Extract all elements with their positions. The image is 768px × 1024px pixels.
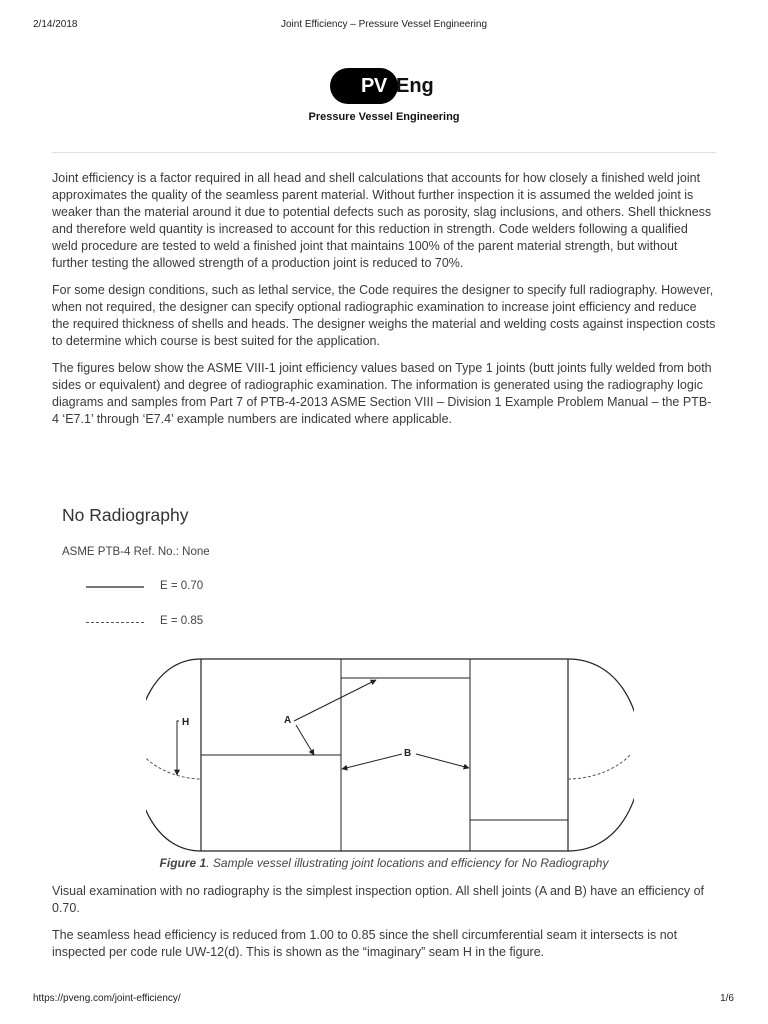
body-paragraph-2: The seamless head efficiency is reduced from 1.00 to 0.85 since the shell circumferential seam it intersects is not inspected per code rule UW-12(d). This is shown as the “imaginary” seam H in the figure. bbox=[52, 928, 678, 959]
legend-label: E = 0.85 bbox=[160, 615, 204, 627]
header-divider bbox=[52, 152, 716, 153]
legend-item-dashed bbox=[86, 615, 286, 629]
figure-caption-text: . Sample vessel illustrating joint locations and efficiency for No Radiography bbox=[206, 856, 609, 870]
h-leader bbox=[177, 721, 179, 775]
intro-paragraph-2: For some design conditions, such as lethal service, the Code requires the designer to specify full radiography. However, when not required, the designer can specify optional radiographic examination to increase joint efficiency and reduce the required thickness of shells and heads. The designer weighs the material and welding costs against inspection costs to determine which course is best suited for the application. bbox=[52, 283, 716, 348]
legend-label: E = 0.70 bbox=[160, 580, 204, 592]
print-url[interactable]: https://pveng.com/joint-efficiency/ bbox=[33, 993, 181, 1004]
logo-pv-text: PV bbox=[361, 75, 387, 97]
body-paragraph-1: Visual examination with no radiography is the simplest inspection option. All shell joints (A and B) have an efficiency of 0.70. bbox=[52, 884, 704, 915]
intro-paragraph-3: The figures below show the ASME VIII-1 joint efficiency values based on Type 1 joints (butt joints fully welded from both sides or equivalent) and degree of radiographic examination. The information is generated using the radiography logic diagrams and samples from Part 7 of PTB-4-2013 ASME Section VIII – Division 1 Example Problem Manual – the PTB-4 ‘E7.1’ through ‘E7.4’ example numbers are indicated where applicable. bbox=[52, 361, 712, 426]
a-leader-1 bbox=[294, 680, 376, 721]
vessel-diagram bbox=[146, 655, 634, 855]
logo-tagline: Pressure Vessel Engineering bbox=[308, 111, 460, 123]
legend-solid-line bbox=[86, 586, 144, 588]
legend-dashed-line bbox=[86, 622, 144, 623]
print-title: Joint Efficiency – Pressure Vessel Engineering bbox=[280, 19, 488, 30]
page-number: 1/6 bbox=[720, 993, 734, 1004]
pveng-logo[interactable] bbox=[330, 68, 440, 106]
b-leader-1 bbox=[342, 754, 402, 769]
logo-eng-text: Eng bbox=[396, 75, 434, 97]
head-seam-h-right bbox=[568, 755, 630, 779]
intro-paragraph-1: Joint efficiency is a factor required in all head and shell calculations that accounts for how closely a finished weld joint approximates the quality of the seamless parent material. Without further inspection it is assumed the welded joint is weaker than the material around it due to potential defects such as porosity, slag inclusions, and others. Shell thickness and therefore weld quantity is increased to account for this reduction in strength. Code welders following a qualified weld procedure are tested to weld a finished joint that maintains 100% of the parent material strength, but without further testing the allowed strength of a production joint is reduced to 70%. bbox=[52, 171, 712, 270]
legend-item-solid bbox=[86, 580, 286, 594]
figure-number: Figure 1 bbox=[159, 856, 207, 870]
intro-content bbox=[52, 170, 716, 438]
label-h: H bbox=[182, 717, 190, 728]
a-leader-2 bbox=[296, 725, 314, 755]
ptb-reference: ASME PTB-4 Ref. No.: None bbox=[62, 546, 210, 558]
body-content bbox=[52, 883, 716, 971]
label-a: A bbox=[284, 715, 292, 726]
figure-caption bbox=[0, 856, 768, 870]
b-leader-2 bbox=[416, 754, 469, 768]
head-seam-h-left bbox=[146, 755, 201, 779]
section-title: No Radiography bbox=[62, 505, 189, 525]
label-b: B bbox=[404, 748, 412, 759]
print-date: 2/14/2018 bbox=[33, 19, 78, 30]
